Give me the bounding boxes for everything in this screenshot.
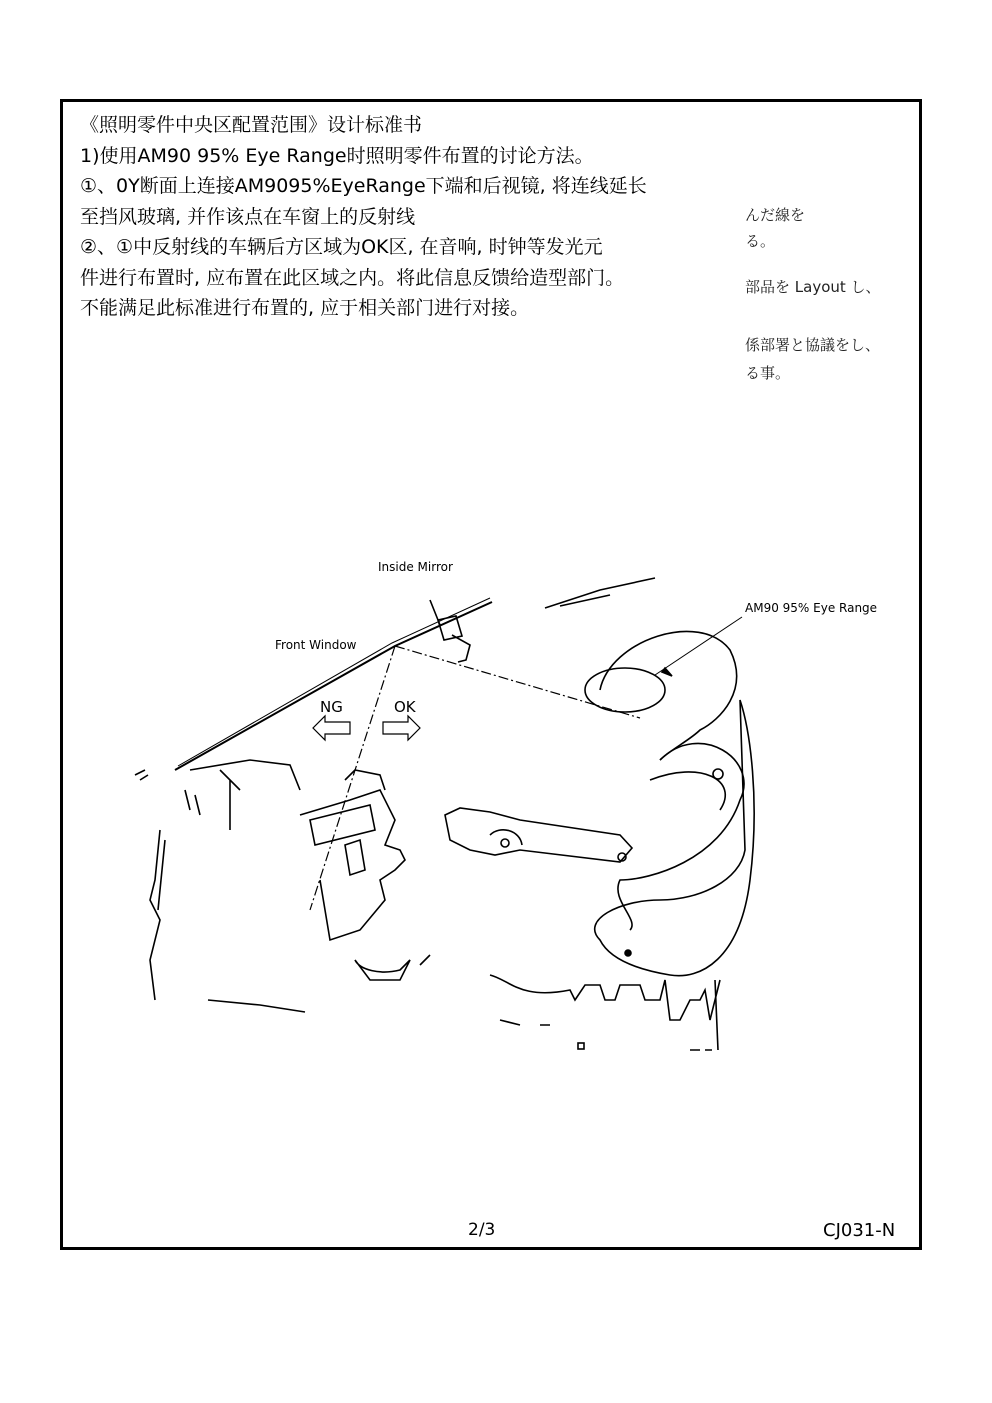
japanese-fragment: んだ線を (745, 206, 806, 224)
japanese-fragment: 係部署と協議をし、 (745, 336, 881, 354)
seat-outline (595, 700, 754, 976)
head-outline (600, 631, 737, 760)
car-section-diagram (120, 550, 910, 1070)
inside-mirror (430, 600, 470, 662)
paragraph-line: 不能满足此标准进行布置的, 应于相关部门进行对接。 (80, 297, 530, 319)
inside-mirror-label: Inside Mirror (378, 560, 453, 574)
eye-range-label: AM90 95% Eye Range (745, 601, 878, 615)
arm-outline (445, 808, 632, 862)
paragraph-line: 1)使用AM90 95% Eye Range时照明零件布置的讨论方法。 (80, 144, 594, 167)
instrument-panel (190, 760, 300, 830)
document-code: CJ031-N (823, 1220, 896, 1241)
document-title: 《照明零件中央区配置范围》设计标准书 (80, 114, 423, 136)
front-window-label: Front Window (275, 638, 357, 652)
japanese-fragment: る事。 (745, 364, 791, 382)
japanese-fragment: 部品を Layout し、 (745, 278, 881, 296)
paragraph-line: 件进行布置时, 应布置在此区域之内。将此信息反馈给造型部门。 (80, 266, 625, 289)
windshield-line (175, 602, 492, 770)
ok-arrow-icon (383, 716, 420, 740)
japanese-fragment: る。 (745, 232, 776, 250)
paragraph-line: 至挡风玻璃, 并作该点在车窗上的反射线 (80, 205, 416, 228)
ok-label: OK (394, 698, 416, 716)
ng-arrow-icon (313, 716, 350, 740)
page-number: 2/3 (468, 1220, 496, 1240)
eye-range-ellipse (585, 668, 665, 712)
text-block (80, 110, 740, 324)
ng-label: NG (320, 698, 343, 716)
sight-line (395, 646, 640, 718)
paragraph-line: ①、0Y断面上连接AM9095%EyeRange下端和后视镜, 将连线延长 (80, 175, 647, 197)
paragraph-line: ②、①中反射线的车辆后方区域为OK区, 在音响, 时钟等发光元 (80, 236, 603, 258)
